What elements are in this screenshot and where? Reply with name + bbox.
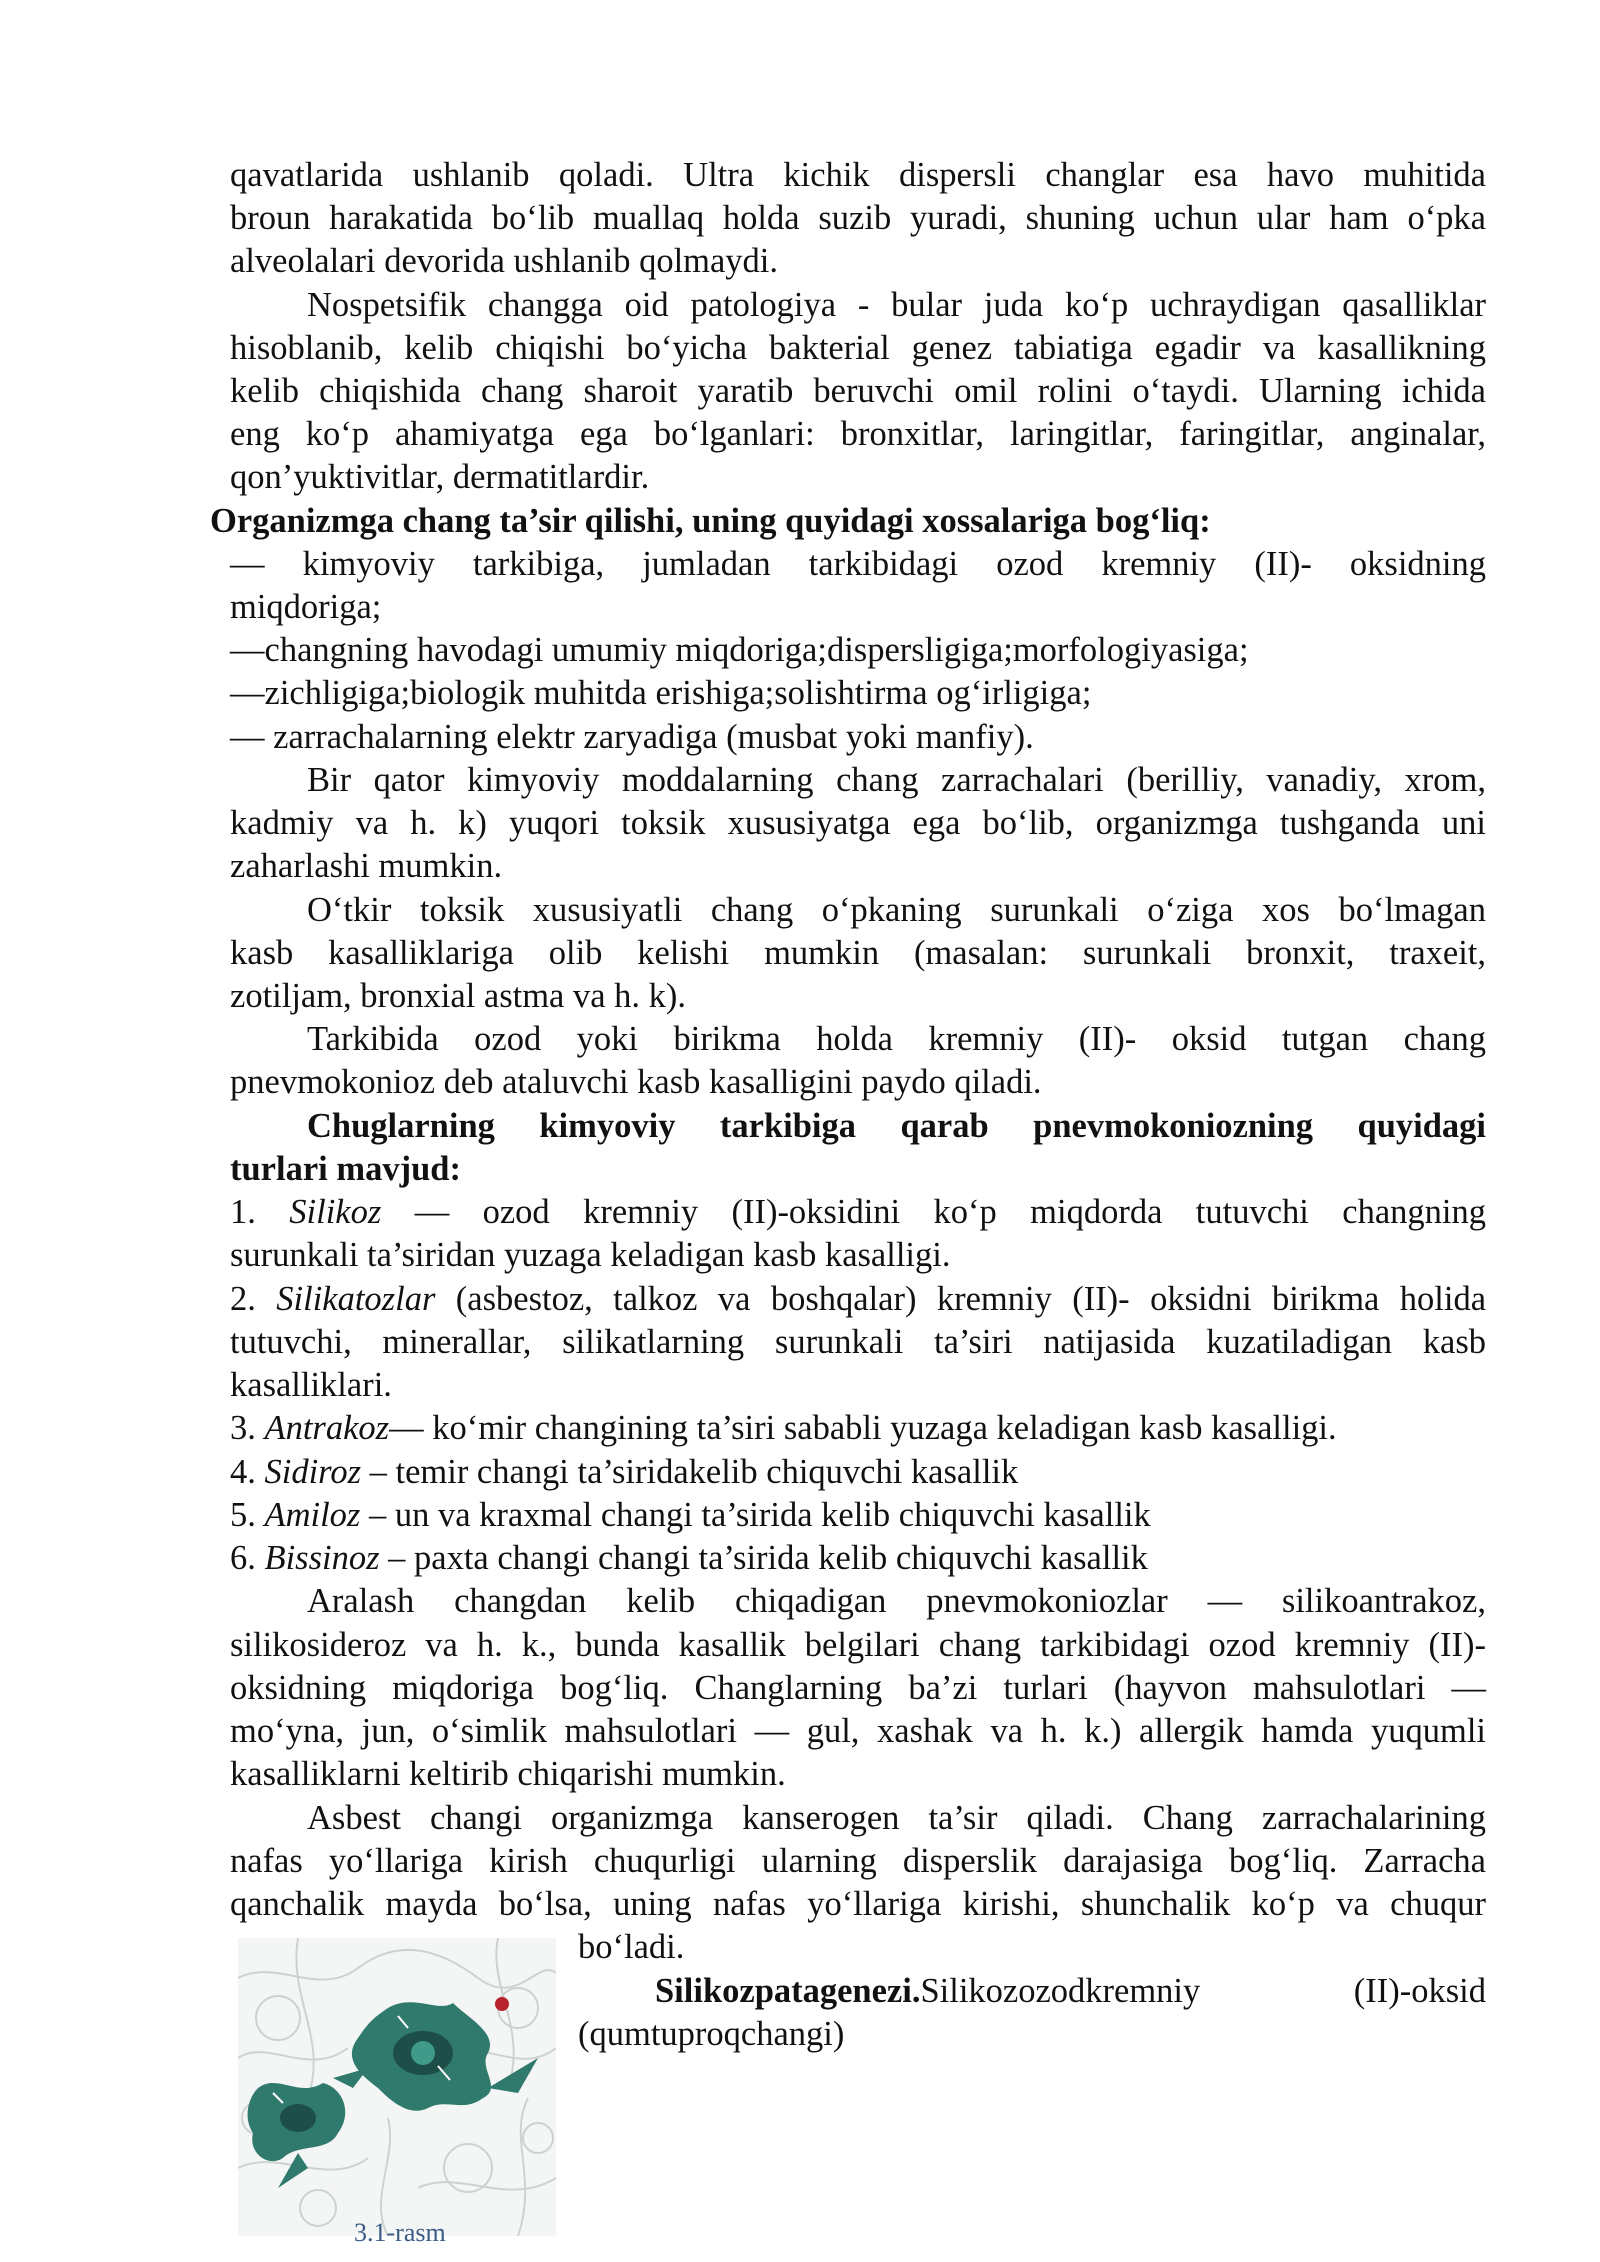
list-number: 1.: [230, 1193, 290, 1231]
paragraph-line: mo‘yna, jun, o‘simlik mahsulotlari — gul, xashak va h. k.) allergik hamda yuqumli: [230, 1712, 1486, 1750]
paragraph-line: eng ko‘p ahamiyatga ega bo‘lganlari: bronxitlar, laringitlar, faringitlar, anginalar,: [230, 415, 1486, 453]
paragraph-line: zotiljam, bronxial astma va h. k).: [230, 977, 687, 1015]
paragraph-line: pnevmokonioz deb ataluvchi kasb kasalligini paydo qiladi.: [230, 1063, 1042, 1101]
paragraph-line: alveolalari devorida ushlanib qolmaydi.: [230, 242, 779, 280]
section-heading: Organizmga chang ta’sir qilishi, uning quyidagi xossalariga bog‘liq:: [210, 502, 1211, 540]
paragraph-line: nafas yo‘llariga kirish chuqurligi ularning disperslik darajasiga bog‘liq. Zarracha: [230, 1842, 1486, 1880]
inline-bold-term: Silikozpatagenezi.: [655, 1972, 921, 2010]
paragraph-line: qanchalik mayda bo‘lsa, uning nafas yo‘llariga kirishi, shunchalik ko‘p va chuqur: [230, 1885, 1486, 1923]
list-number: 4.: [230, 1453, 265, 1491]
paragraph-line: [655, 1970, 1486, 2013]
paragraph-line: broun harakatida bo‘lib muallaq holda suzib yuradi, shuning uchun ular ham o‘pka: [230, 199, 1486, 237]
list-term: Amiloz: [264, 1496, 361, 1534]
list-item-bissinoz: [230, 1537, 1486, 1580]
list-term: Antrakoz: [264, 1409, 390, 1447]
bullet-line: —changning havodagi umumiy miqdoriga;dispersligiga;morfologiyasiga;: [230, 631, 1249, 669]
list-text: – temir changi ta’siridakelib chiquvchi kasallik: [361, 1453, 1019, 1491]
section-heading: turlari mavjud:: [230, 1150, 461, 1188]
section-heading: Chuglarning kimyoviy tarkibiga qarab pnevmokoniozning quyidagi: [307, 1107, 1486, 1145]
paragraph-line: Tarkibida ozod yoki birikma holda kremniy (II)- oksid tutgan chang: [307, 1020, 1486, 1058]
list-number: 5.: [230, 1496, 265, 1534]
list-term: Silikoz: [289, 1193, 382, 1231]
bullet-line: — zarrachalarning elektr zaryadiga (musbat yoki manfiy).: [230, 718, 1034, 756]
paragraph-line: Asbest changi organizmga kanserogen ta’sir qiladi. Chang zarrachalarining: [307, 1799, 1486, 1837]
paragraph-line: hisoblanib, kelib chiqishi bo‘yicha bakterial genez tabiatiga egadir va kasallikning: [230, 329, 1486, 367]
paragraph-line: qon’yuktivitlar, dermatitlardir.: [230, 458, 650, 496]
list-item-continuation: tutuvchi, minerallar, silikatlarning surunkali ta’siri natijasida kuzatiladigan kasb: [230, 1323, 1486, 1361]
list-text: – paxta changi changi ta’sirida kelib chiquvchi kasallik: [379, 1539, 1148, 1577]
list-number: 2.: [230, 1280, 277, 1318]
paragraph-text: Silikozozodkremniy: [920, 1972, 1201, 2010]
histology-figure: [238, 1938, 556, 2236]
list-term: Bissinoz: [264, 1539, 380, 1577]
paragraph-line: kadmiy va h. k) yuqori toksik xususiyatga ega bo‘lib, organizmga tushganda uni: [230, 804, 1486, 842]
paragraph-text: (II)-oksid: [1353, 1972, 1486, 2010]
list-text: — ozod kremniy (II)-oksidini ko‘p miqdorda tutuvchi changning: [381, 1193, 1487, 1231]
paragraph-line: zaharlashi mumkin.: [230, 847, 503, 885]
figure-caption: 3.1-rasm: [354, 2218, 446, 2247]
bullet-line: — kimyoviy tarkibiga, jumladan tarkibidagi ozod kremniy (II)- oksidning: [230, 545, 1486, 583]
list-item-continuation: kasalliklari.: [230, 1366, 392, 1404]
paragraph-line: bo‘ladi.: [578, 1928, 685, 1966]
list-term: Silikatozlar: [276, 1280, 436, 1318]
paragraph-line: kelib chiqishida chang sharoit yaratib beruvchi omil rolini o‘taydi. Ularning ichida: [230, 372, 1486, 410]
paragraph-line: Aralash changdan kelib chiqadigan pnevmokoniozlar — silikoantrakoz,: [307, 1582, 1486, 1620]
paragraph-line: (qumtuproqchangi): [578, 2015, 845, 2053]
list-item-continuation: surunkali ta’siridan yuzaga keladigan kasb kasalligi.: [230, 1236, 951, 1274]
list-item-sidiroz: [230, 1451, 1486, 1494]
list-item-silikoz: [230, 1191, 1486, 1234]
paragraph-line: kasb kasalliklariga olib kelishi mumkin (masalan: surunkali bronxit, traxeit,: [230, 934, 1486, 972]
paragraph-line: O‘tkir toksik xususiyatli chang o‘pkaning surunkali o‘ziga xos bo‘lmagan: [307, 891, 1486, 929]
list-text: — ko‘mir changining ta’siri sababli yuzaga keladigan kasb kasalligi.: [389, 1409, 1337, 1447]
bullet-line: miqdoriga;: [230, 588, 382, 626]
paragraph-line: Bir qator kimyoviy moddalarning chang zarrachalari (berilliy, vanadiy, xrom,: [307, 761, 1486, 799]
list-number: 3.: [230, 1409, 265, 1447]
histology-image: [238, 1938, 556, 2236]
list-text: – un va kraxmal changi ta’sirida kelib chiquvchi kasallik: [360, 1496, 1151, 1534]
paragraph-line: silikosideroz va h. k., bunda kasallik belgilari chang tarkibidagi ozod kremniy (II)-: [230, 1626, 1486, 1664]
paragraph-line: oksidning miqdoriga bog‘liq. Changlarning ba’zi turlari (hayvon mahsulotlari —: [230, 1669, 1486, 1707]
list-term: Sidiroz: [264, 1453, 361, 1491]
list-item-amiloz: [230, 1494, 1486, 1537]
bullet-line: —zichligiga;biologik muhitda erishiga;solishtirma og‘irligiga;: [230, 674, 1092, 712]
list-number: 6.: [230, 1539, 265, 1577]
list-item-silikatozlar: [230, 1278, 1486, 1321]
list-text: (asbestoz, talkoz va boshqalar) kremniy (II)- oksidni birikma holida: [435, 1280, 1487, 1318]
paragraph-line: qavatlarida ushlanib qoladi. Ultra kichik dispersli changlar esa havo muhitida: [230, 156, 1486, 194]
list-item-antrakoz: [230, 1407, 1486, 1450]
paragraph-line: Nospetsifik changga oid patologiya - bular juda ko‘p uchraydigan qasalliklar: [307, 286, 1486, 324]
paragraph-line: kasalliklarni keltirib chiqarishi mumkin.: [230, 1755, 786, 1793]
